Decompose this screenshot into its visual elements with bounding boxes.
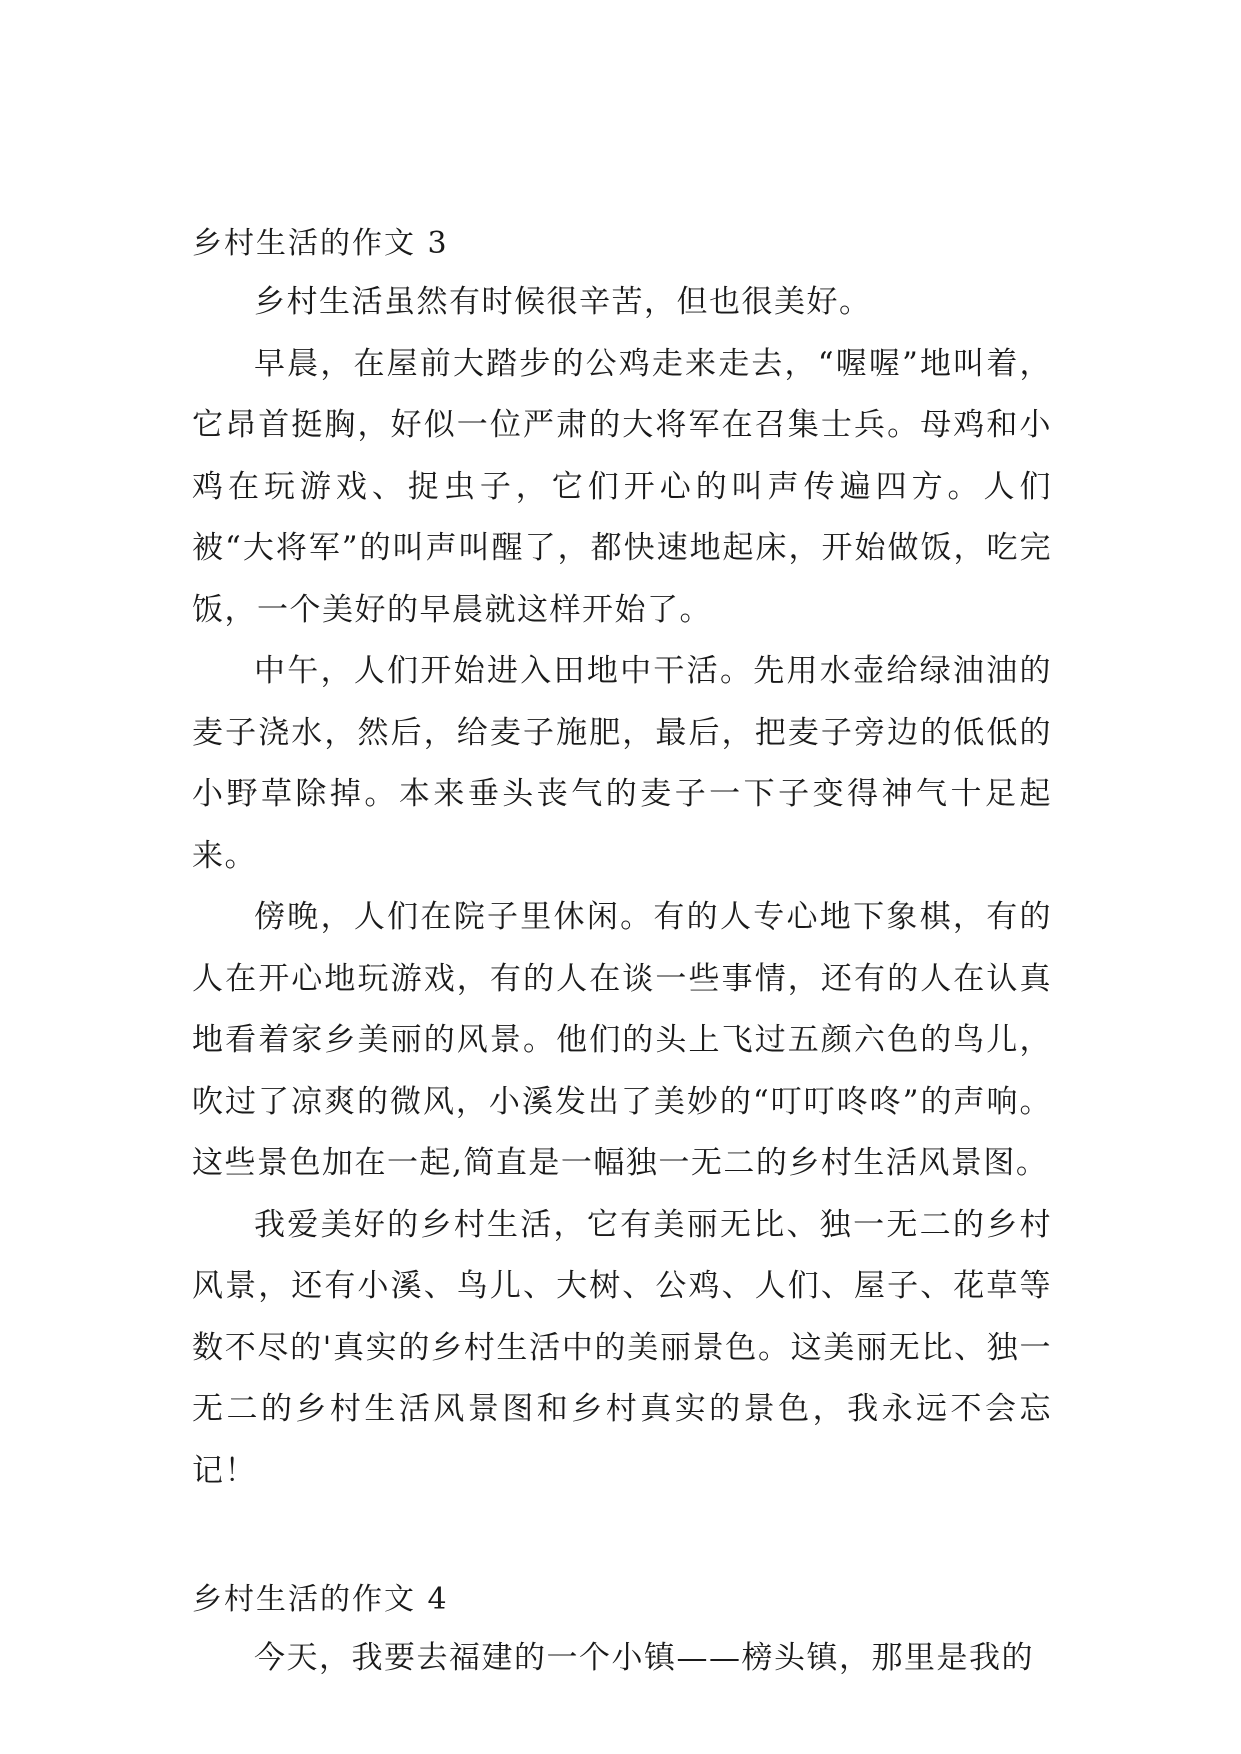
document-body (192, 216, 1052, 1690)
essay-title-3: 乡村生活的作文 3 (192, 226, 449, 261)
paragraph-1: 乡村生活虽然有时候很辛苦，但也很美好。 (254, 284, 872, 320)
paragraph-6: 今天，我要去福建的一个小镇——榜头镇，那里是我的 (254, 1640, 1034, 1676)
paragraph-5: 我爱美好的乡村生活，它有美丽无比、独一无二的乡村风景，还有小溪、鸟儿、大树、公鸡、人们、屋子、花草等数不尽的'真实的乡村生活中的美丽景色。这美丽无比、独一无二的乡村生活风景图和乡村真实的景色，我永远不会忘记！ (192, 1206, 1052, 1489)
paragraph-3: 中午，人们开始进入田地中干活。先用水壶给绿油油的麦子浇水，然后，给麦子施肥，最后，把麦子旁边的低低的小野草除掉。本来垂头丧气的麦子一下子变得神气十足起来。 (192, 653, 1052, 874)
essay-title-4: 乡村生活的作文 4 (192, 1582, 449, 1617)
paragraph-2: 早晨，在屋前大踏步的公鸡走来走去，“喔喔”地叫着，它昂首挺胸，好似一位严肃的大将军在召集士兵。母鸡和小鸡在玩游戏、捉虫子，它们开心的叫声传遍四方。人们被“大将军”的叫声叫醒了，都快速地起床，开始做饭，吃完饭，一个美好的早晨就这样开始了。 (192, 345, 1052, 628)
section-spacer (192, 1502, 1052, 1572)
paragraph-4: 傍晚，人们在院子里休闲。有的人专心地下象棋，有的人在开心地玩游戏，有的人在谈一些事情，还有的人在认真地看着家乡美丽的风景。他们的头上飞过五颜六色的鸟儿，吹过了凉爽的微风，小溪发出了美妙的“叮叮咚咚”的声响。这些景色加在一起,简直是一幅独一无二的乡村生活风景图。 (192, 899, 1052, 1181)
